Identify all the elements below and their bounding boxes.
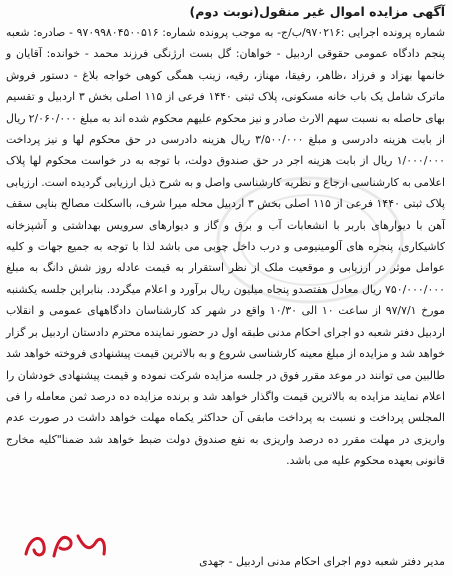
notice-body: شماره پرونده اجرایی :۹۷۰۲۱۶/ب/ج- به موجب پرونده شماره: ۹۷۰۹۹۸۰۴۵۰۰۵۱۶ - صادره: شعبه پنجم دادگاه عمومی حقوقی اردبیل - خواهان: گل بست ارژنگی فرزند محمد - خوانده: آقایان و خانمها بهزاد و فرزاد ،ظاهر، رفیقا، مهناز، رقیه، زینب همگی کوهی خواجه بلاغ - دستور فروش ماترک شامل یک باب خانه مسکونی، پلاک ثبتی ۱۴۴۰ فرعی از ۱۱۵ اصلی بخش ۳ اردبیل و تقسیم بهای حاصله به نسبت سهم الارث صادر و نیز محکوم علیهم محکوم شده اند به مبلغ ۲/۰۶۰/۰۰۰ ریال از بابت هزینه دادرسی و مبلغ ۳/۵۰۰/۰۰۰ ریال هزینه دادرسی در حق محکوم لها و نیز پرداخت ۱/۰۰۰/۰۰۰ ریال از بابت هزینه اجر در حق صندوق دولت، با توجه به در خواست محکوم لها پلاک اعلامی به کارشناسی ارجاع و نظریه کارشناسی واصل و به شرح ذیل ارزیابی گردیده است. ارزیابی پلاک ثبتی ۱۴۴۰ فرعی از ۱۱۵ اصلی بخش ۳ اردبیل محله میرا شرف، بااسکلت مصالح بنایی سقف آهن با دیوارهای باربر با انشعابات آب و برق و گاز و دیوارهای سرویس بهداشتی و آشپزخانه کاشیکاری، پنجره های آلومینیومی و درب داخل چوبی می باشد لذا با توجه به جمیع جهات و کلیه عوامل موثر در ارزیابی و موقعیت ملک از نظر استقرار به قیمت عادله روز شش دانگ به مبلغ ۷۵۰/۰۰۰/۰۰۰ ریال معادل هفتصدو پنجاه میلیون ریال برآورد و اعلام میگردد. بنابراین جلسه یکشنبه مورخ ۹۷/۷/۱ از ساعت ۱۰ الی ۱۰/۳۰ واقع در شهر کد کارشناسان دادگاههای عمومی و انقلاب اردبیل دفتر شعبه دو اجرای احکام مدنی طبقه اول در حضور نماینده محترم دادستان اردبیل بر گزار خواهد شد و مزایده از مبلغ معینه کارشناسی شروع و به بالاترین قیمت پیشنهادی فروخته خواهد شد طالبین می توانند در موعد مقرر فوق در جلسه مزایده شرکت نموده و قیمت پیشنهادی خودشان را اعلام نمایند مزایده به بالاترین قیمت واگذار خواهد شد و برنده مزایده ده درصد ثمن معامله را فی المجلس پرداخت و نسبت به پرداخت مابقی آن حداکثر یکماه مهلت خواهد داشت در صورت عدم واریزی در مهلت مقرر ده درصد واریزی به نفع صندوق دولت ضبط خواهد شد ضمنا"کلیه مخارج قانونی بعهده محکوم علیه می باشد. — [6, 26, 446, 468]
notice-title: آگهی مزایده اموال غیر منقول(نوبت دوم) — [189, 4, 445, 19]
handwritten-number-icon — [20, 528, 112, 562]
signature-line: مدیر دفتر شعبه دوم اجرای احکام مدنی اردبیل - جهدی — [199, 555, 445, 568]
